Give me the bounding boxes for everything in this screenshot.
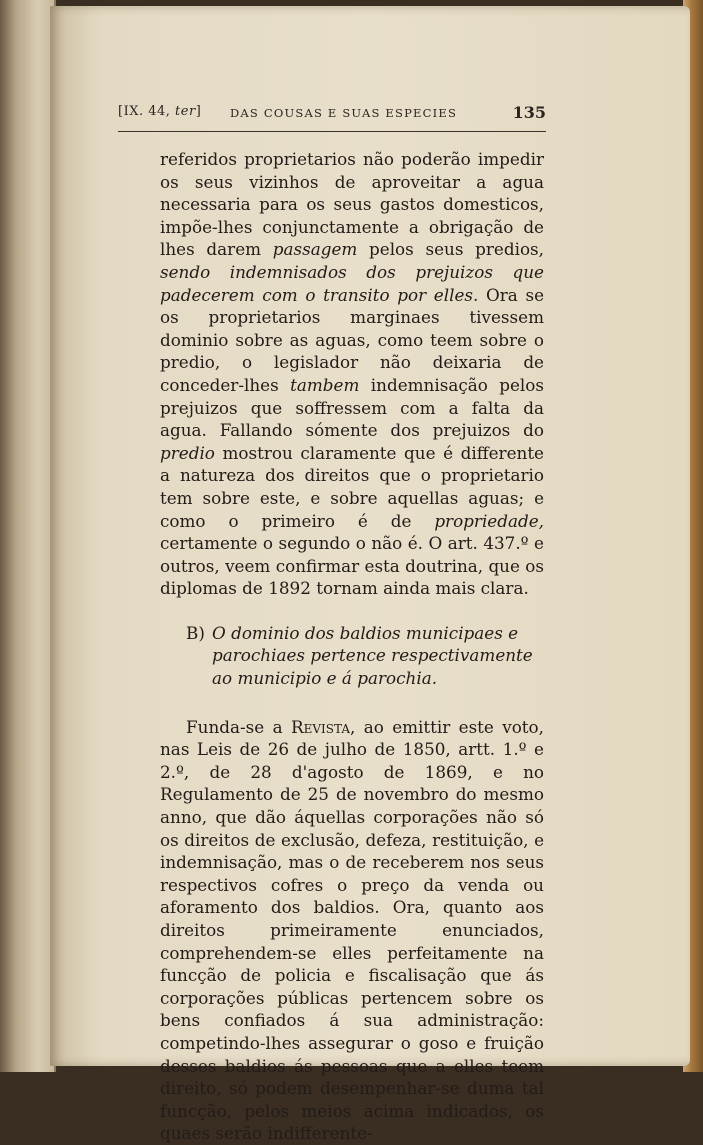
header-rule xyxy=(118,131,546,132)
page-number: 135 xyxy=(512,103,546,122)
book-left-edge xyxy=(0,0,56,1072)
section-heading-b xyxy=(160,622,544,690)
running-header xyxy=(118,104,546,126)
running-title: DAS COUSAS E SUAS ESPECIES xyxy=(230,106,458,120)
paragraph-continuation: referidos proprietarios não poderão impedir os seus vizinhos de aproveitar a agua necessaria para os seus gastos domesticos, impõe-lhes conjunctamente a obrigação de lhes darem passagem pelos seus predios, sendo indemnisados dos prejuizos que padecerem com o transito por elles. Ora se os proprietarios marginaes tivessem dominio sobre as aguas, como teem sobre o predio, o legislador não deixaria de conceder-lhes tambem indemnisação pelos prejuizos que soffressem com a falta da agua. Fallando sómente dos prejuizos do predio mostrou claramente que é differente a natureza dos direitos que o proprietario tem sobre este, e sobre aquellas aguas; e como o primeiro é de propriedade, certamente o segundo o não é. O art. 437.º e outros, veem confirmar esta doutrina, que os diplomas de 1892 tornam ainda mais clara. xyxy=(160,149,545,599)
page-body xyxy=(160,148,544,1145)
section-reference: [IX. 44, ter] xyxy=(118,104,202,119)
section-heading-text: O dominio dos baldios municipaes e parochiaes pertence respectivamente ao municipio e á parochia. xyxy=(212,622,533,689)
paragraph-revista: Funda-se a Revista, ao emittir este voto, nas Leis de 26 de julho de 1850, artt. 1.º e 2.º, de 28 d'agosto de 1869, e no Regulamento de 25 de novembro do mesmo anno, que dão áquellas corporações não só os direitos de exclusão, defeza, restituição, e indemnisação, mas o de receberem nos seus respectivos cofres o preço da venda ou aforamento dos baldios. Ora, quanto aos direitos primeiramente enunciados, comprehendem-se elles perfeitamente na funcção de policia e fiscalisação que ás corporações públicas pertencem sobre os bens confiados á sua administração: competindo-lhes assegurar o goso e fruição desses baldios ás pessoas que a elles teem direito, só podem desempenhar-se duma tal funcção, pelos meios acima indicados, os quaes serão indifferente- xyxy=(160,716,544,1144)
section-label: B) xyxy=(186,622,205,643)
